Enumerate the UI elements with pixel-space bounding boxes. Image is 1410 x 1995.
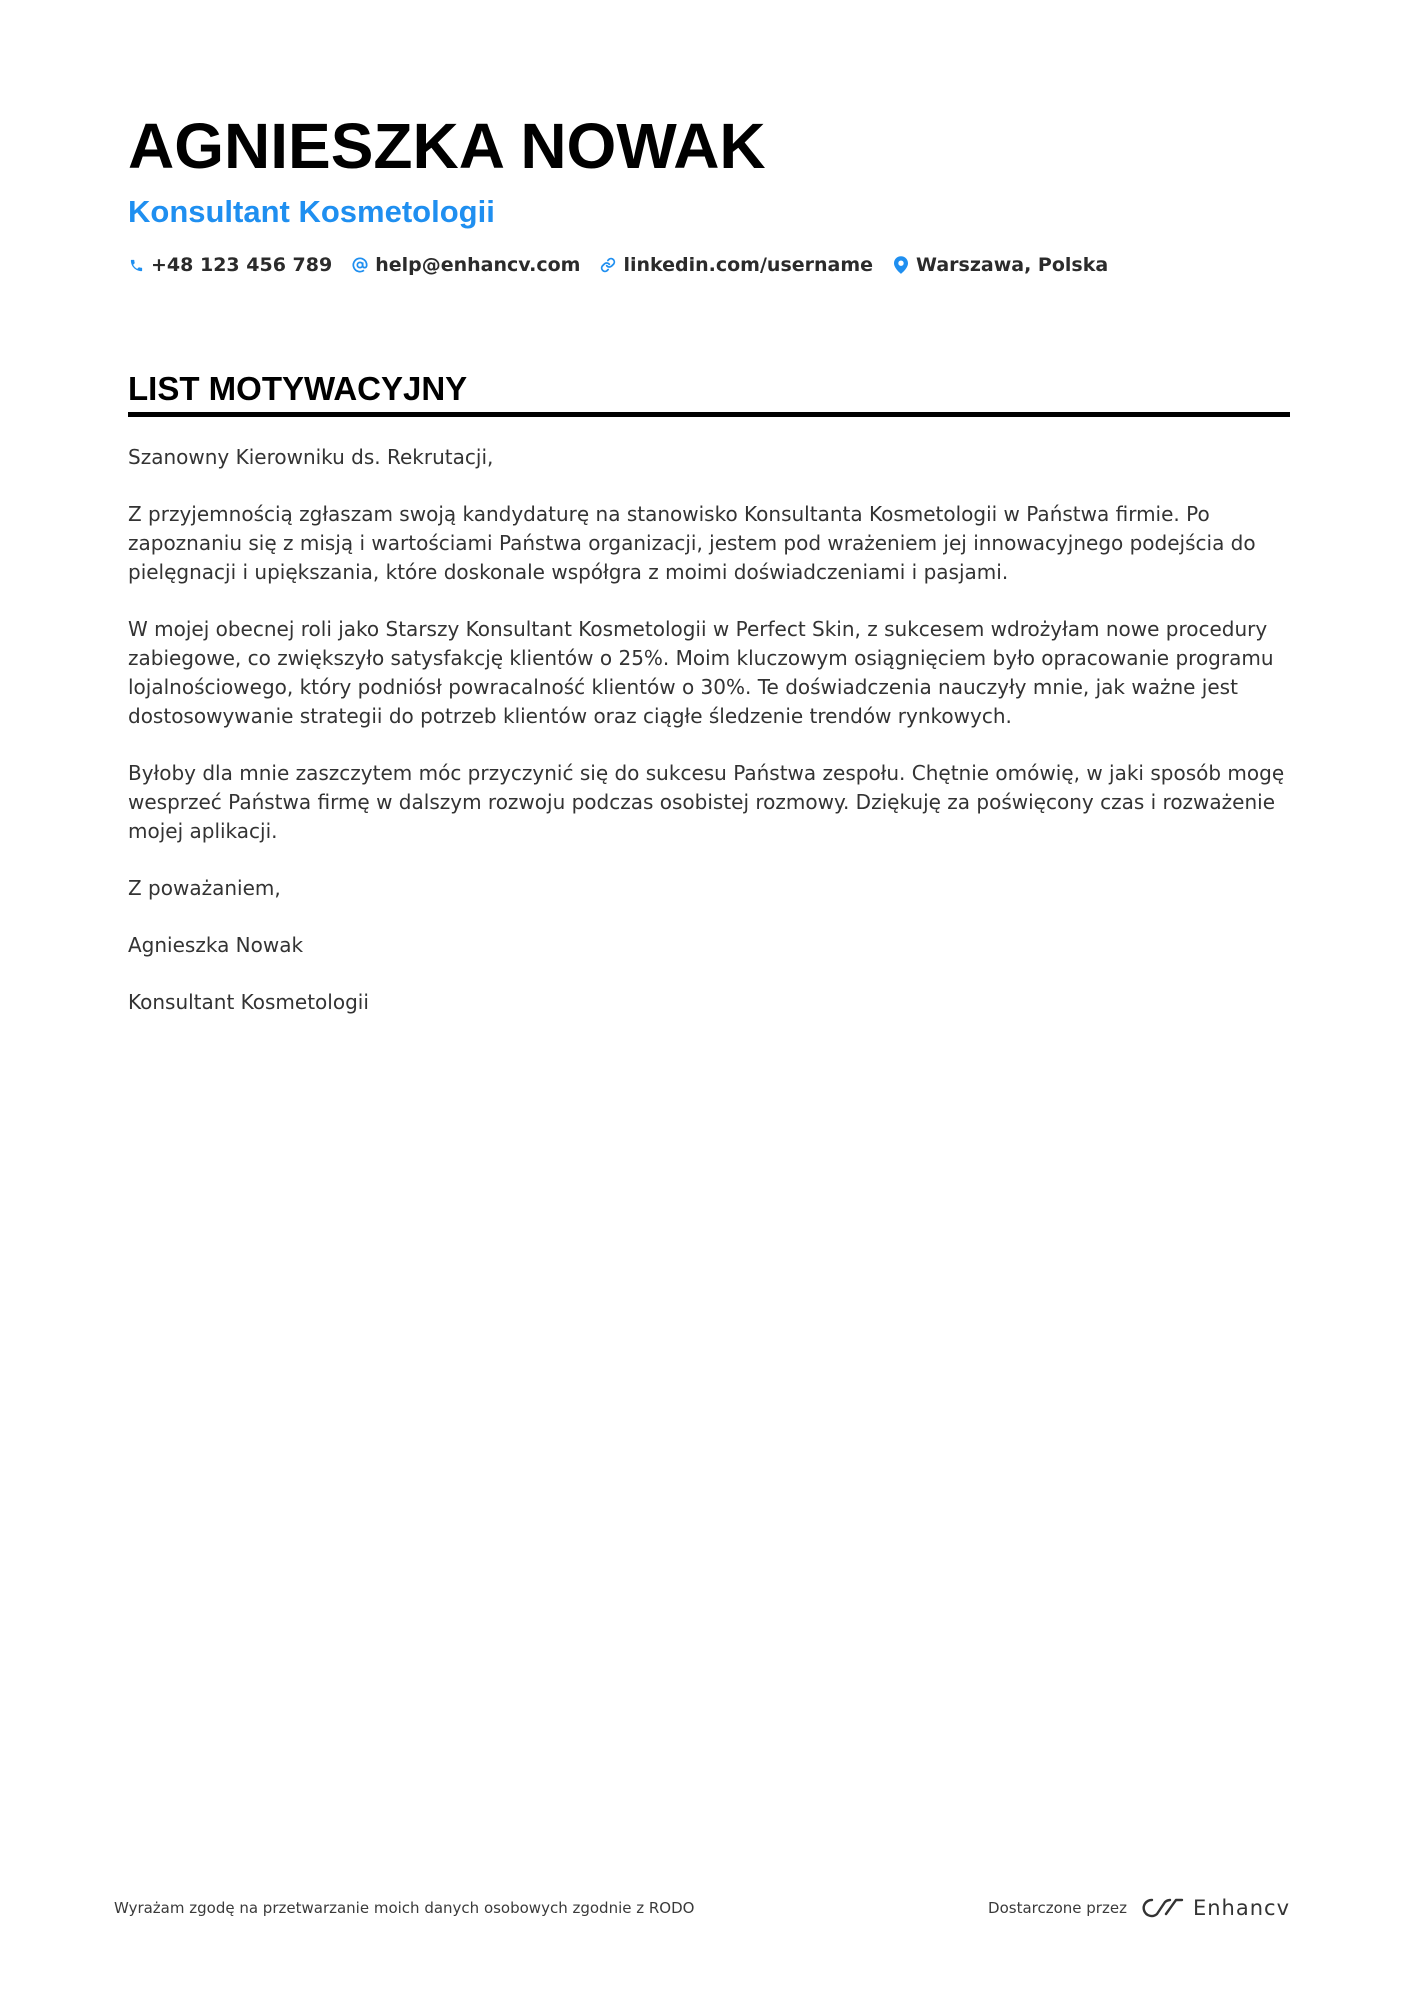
powered-by[interactable] [988, 1895, 1290, 1921]
candidate-name: AGNIESZKA NOWAK [128, 110, 766, 182]
contact-email[interactable] [352, 254, 580, 276]
letter-paragraph: Byłoby dla mnie zaszczytem móc przyczynić się do sukcesu Państwa zespołu. Chętnie omówię, w jaki sposób mogę wesprzeć Państwa firmę w dalszym rozwoju podczas osobistej rozmowy. Dziękuję za poświęcony czas i rozważenie mojej aplikacji. [128, 761, 1285, 843]
letter-greeting: Szanowny Kierowniku ds. Rekrutacji, [128, 445, 494, 469]
location-pin-icon [893, 255, 909, 275]
powered-by-label: Dostarczone przez [988, 1899, 1127, 1917]
contact-linkedin[interactable] [600, 254, 873, 276]
phone-number: +48 123 456 789 [151, 254, 333, 276]
letter-closing: Z poważaniem, [128, 876, 281, 900]
location-text: Warszawa, Polska [916, 254, 1109, 276]
job-title: Konsultant Kosmetologii [128, 194, 495, 229]
gdpr-consent: Wyrażam zgodę na przetwarzanie moich danych osobowych zgodnie z RODO [114, 1899, 695, 1917]
link-icon [600, 255, 616, 275]
section-title: LIST MOTYWACYJNY [128, 370, 468, 407]
contact-location [893, 254, 1108, 276]
letter-paragraph: Z przyjemnością zgłaszam swoją kandydaturę na stanowisko Konsultanta Kosmetologii w Państwa firmie. Po zapoznaniu się z misją i wartościami Państwa organizacji, jestem pod wrażeniem jej innowacyjnego podejścia do pielęgnacji i upiększania, które doskonale współgra z moimi doświadczeniami i pasjami. [128, 502, 1256, 584]
signature-title: Konsultant Kosmetologii [128, 990, 369, 1014]
brand-name: Enhancv [1192, 1896, 1290, 1920]
signature-name: Agnieszka Nowak [128, 933, 304, 957]
contact-info [128, 254, 1288, 276]
phone-icon [128, 255, 144, 275]
email-address[interactable]: help@enhancv.com [375, 254, 581, 276]
header [128, 108, 1288, 276]
at-icon [352, 255, 368, 275]
contact-phone [128, 254, 332, 276]
enhancv-logo-icon [1139, 1895, 1185, 1921]
cover-letter-section [128, 368, 1290, 1045]
linkedin-url[interactable]: linkedin.com/username [623, 254, 874, 276]
letter-body [128, 443, 1290, 1017]
section-divider [128, 412, 1290, 417]
letter-paragraph: W mojej obecnej roli jako Starszy Konsultant Kosmetologii w Perfect Skin, z sukcesem wdrożyłam nowe procedury zabiegowe, co zwiększyło satysfakcję klientów o 25%. Moim kluczowym osiągnięciem było opracowanie programu lojalnościowego, który podniósł powracalność klientów o 30%. Te doświadczenia nauczyły mnie, jak ważne jest dostosowywanie strategii do potrzeb klientów oraz ciągłe śledzenie trendów rynkowych. [128, 617, 1274, 728]
footer [114, 1895, 1290, 1921]
